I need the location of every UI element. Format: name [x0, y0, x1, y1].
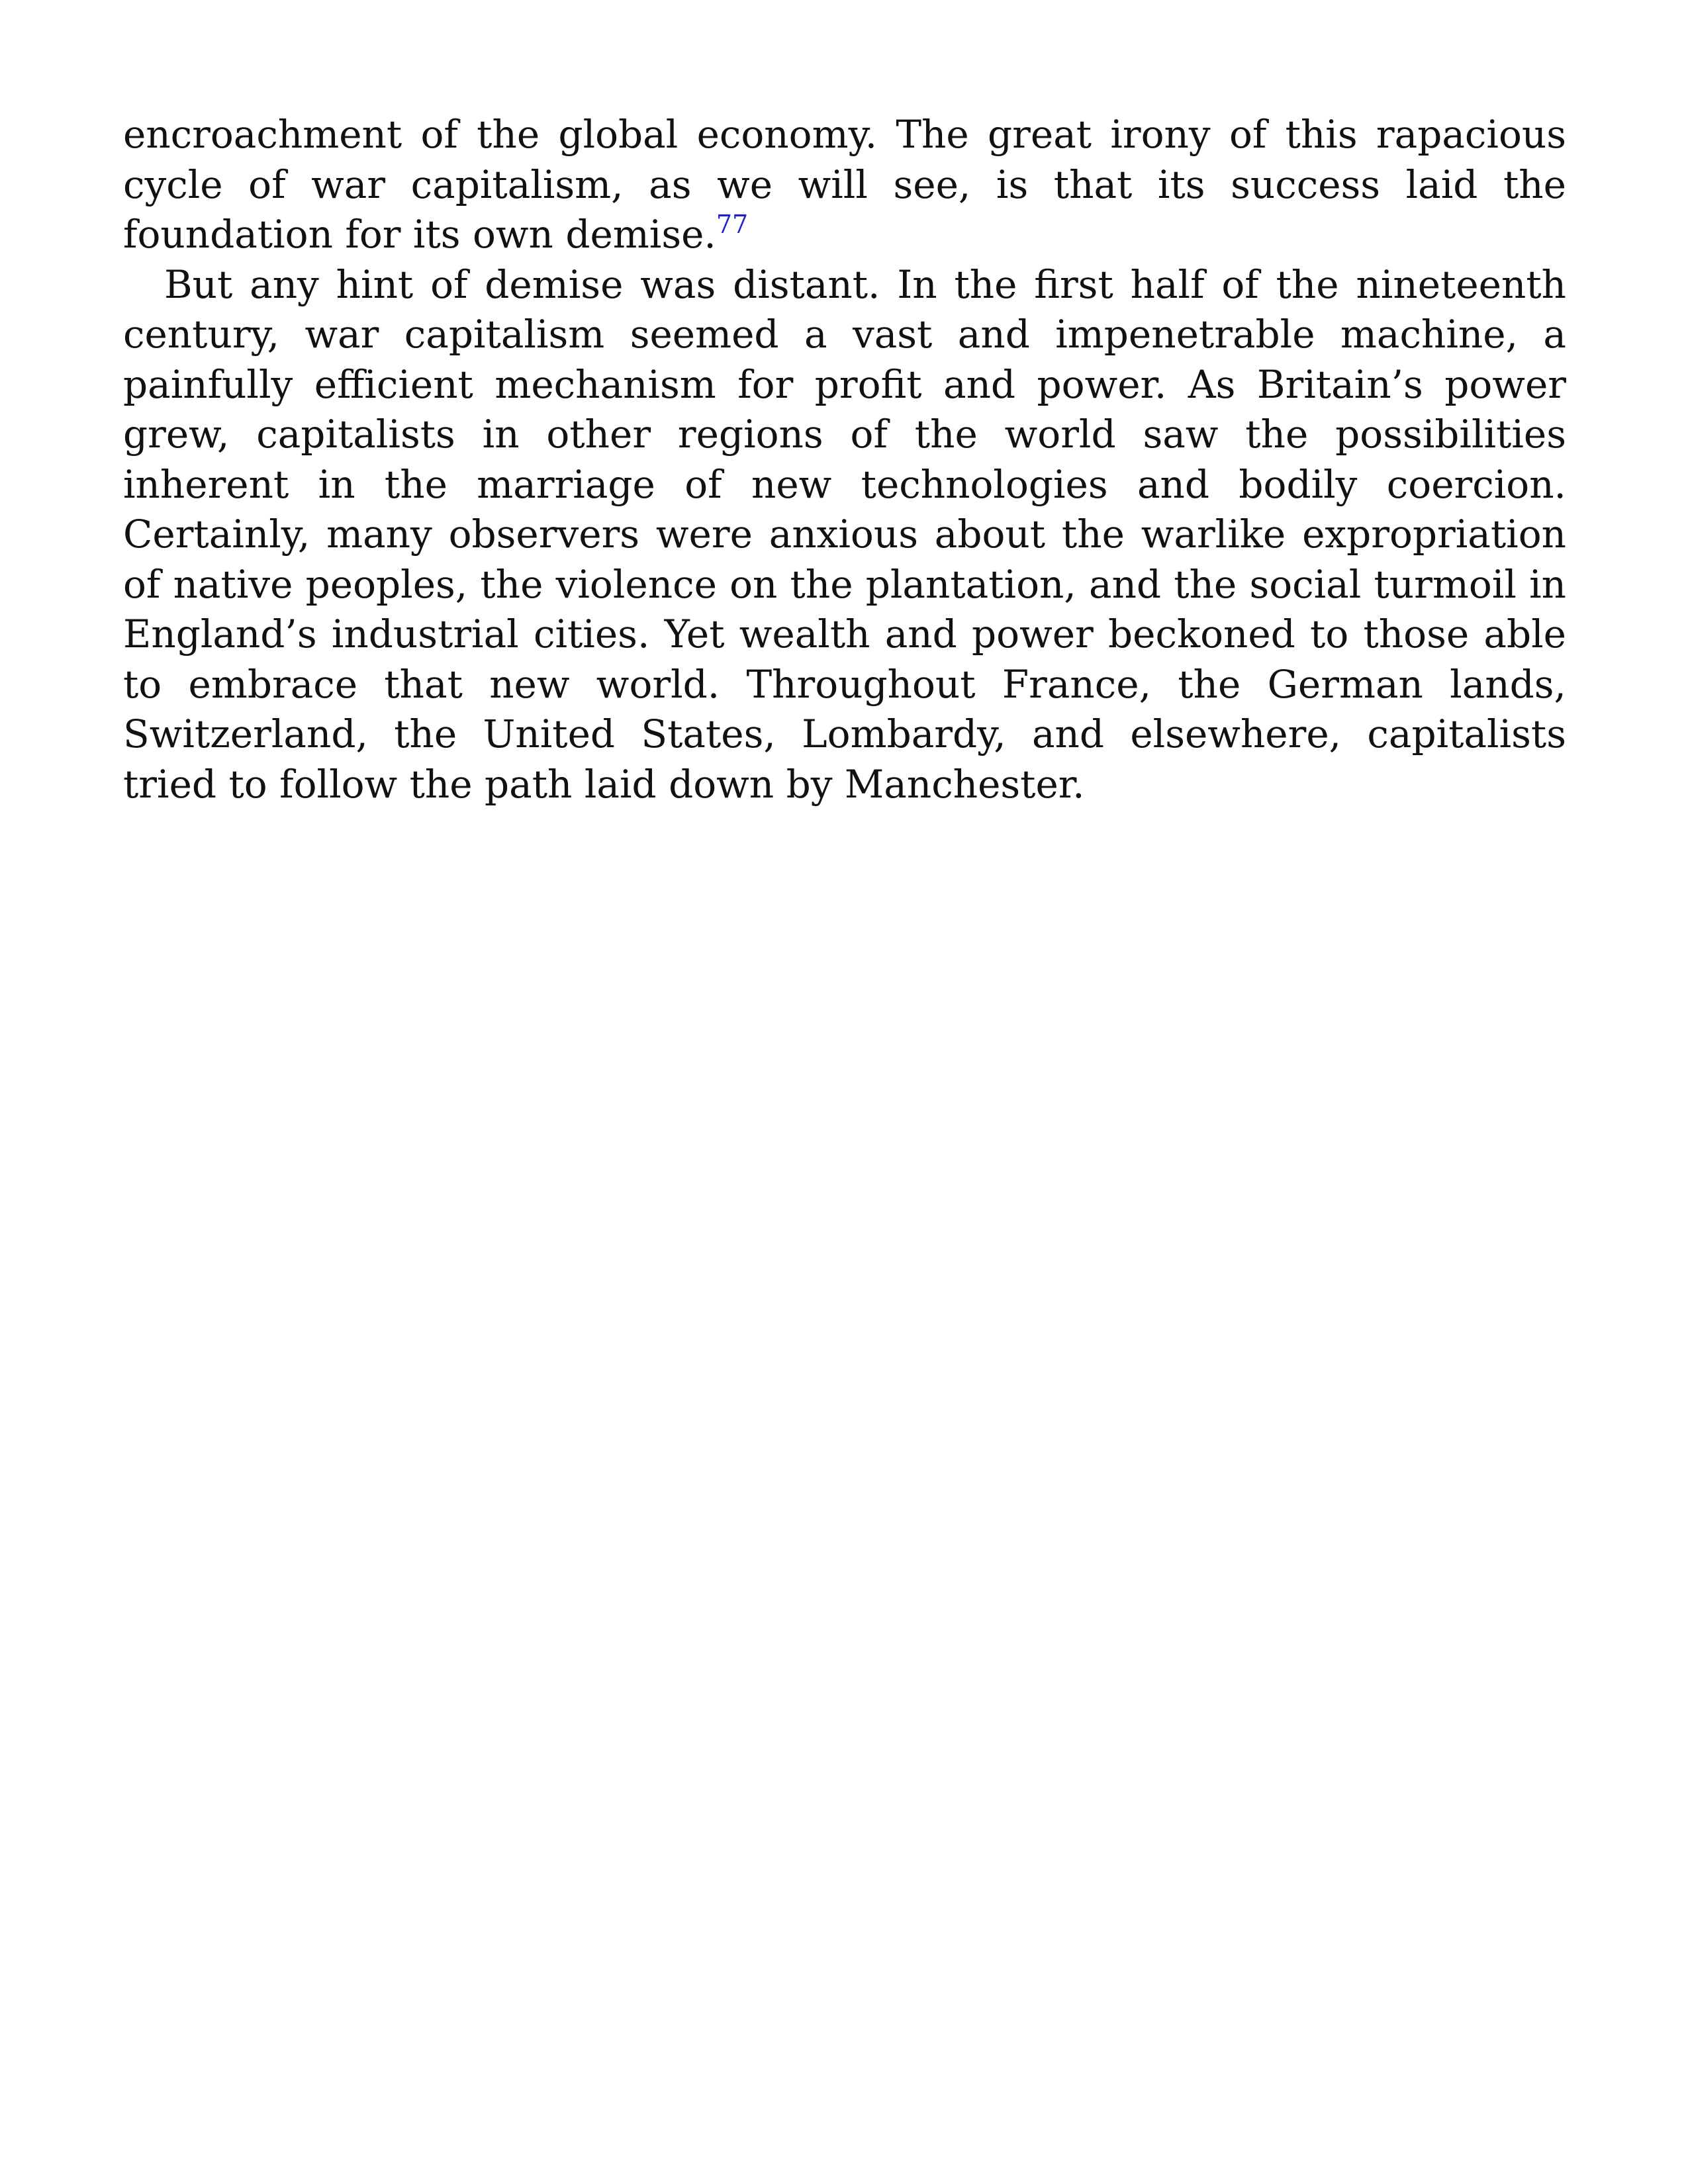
- paragraph-continuation: [123, 110, 1566, 260]
- paragraph-2-text: But any hint of demise was distant. In the first half of the nineteenth century, war capitalism seemed a vast and impenetrable machine, a painfully efficient mechanism for profit and power. As Britain’s power grew, capitalists in other regions of the world saw the possibilities inherent in the marriage of new technologies and bodily coercion. Certainly, many observers were anxious about the warlike expropriation of native peoples, the violence on the plantation, and the social turmoil in England’s industrial cities. Yet wealth and power beckoned to those able to embrace that new world. Throughout France, the German lands, Switzerland, the United States, Lombardy, and elsewhere, capitalists tried to follow the path laid down by Manchester.: [123, 261, 1566, 807]
- paragraph-main: [123, 260, 1566, 810]
- paragraph-1-text: encroachment of the global economy. The great irony of this rapacious cycle of war capitalism, as we will see, is that its success laid the foundation for its own demise.: [123, 112, 1566, 257]
- footnote-ref-77[interactable]: 77: [716, 210, 749, 239]
- page-body: [123, 110, 1566, 809]
